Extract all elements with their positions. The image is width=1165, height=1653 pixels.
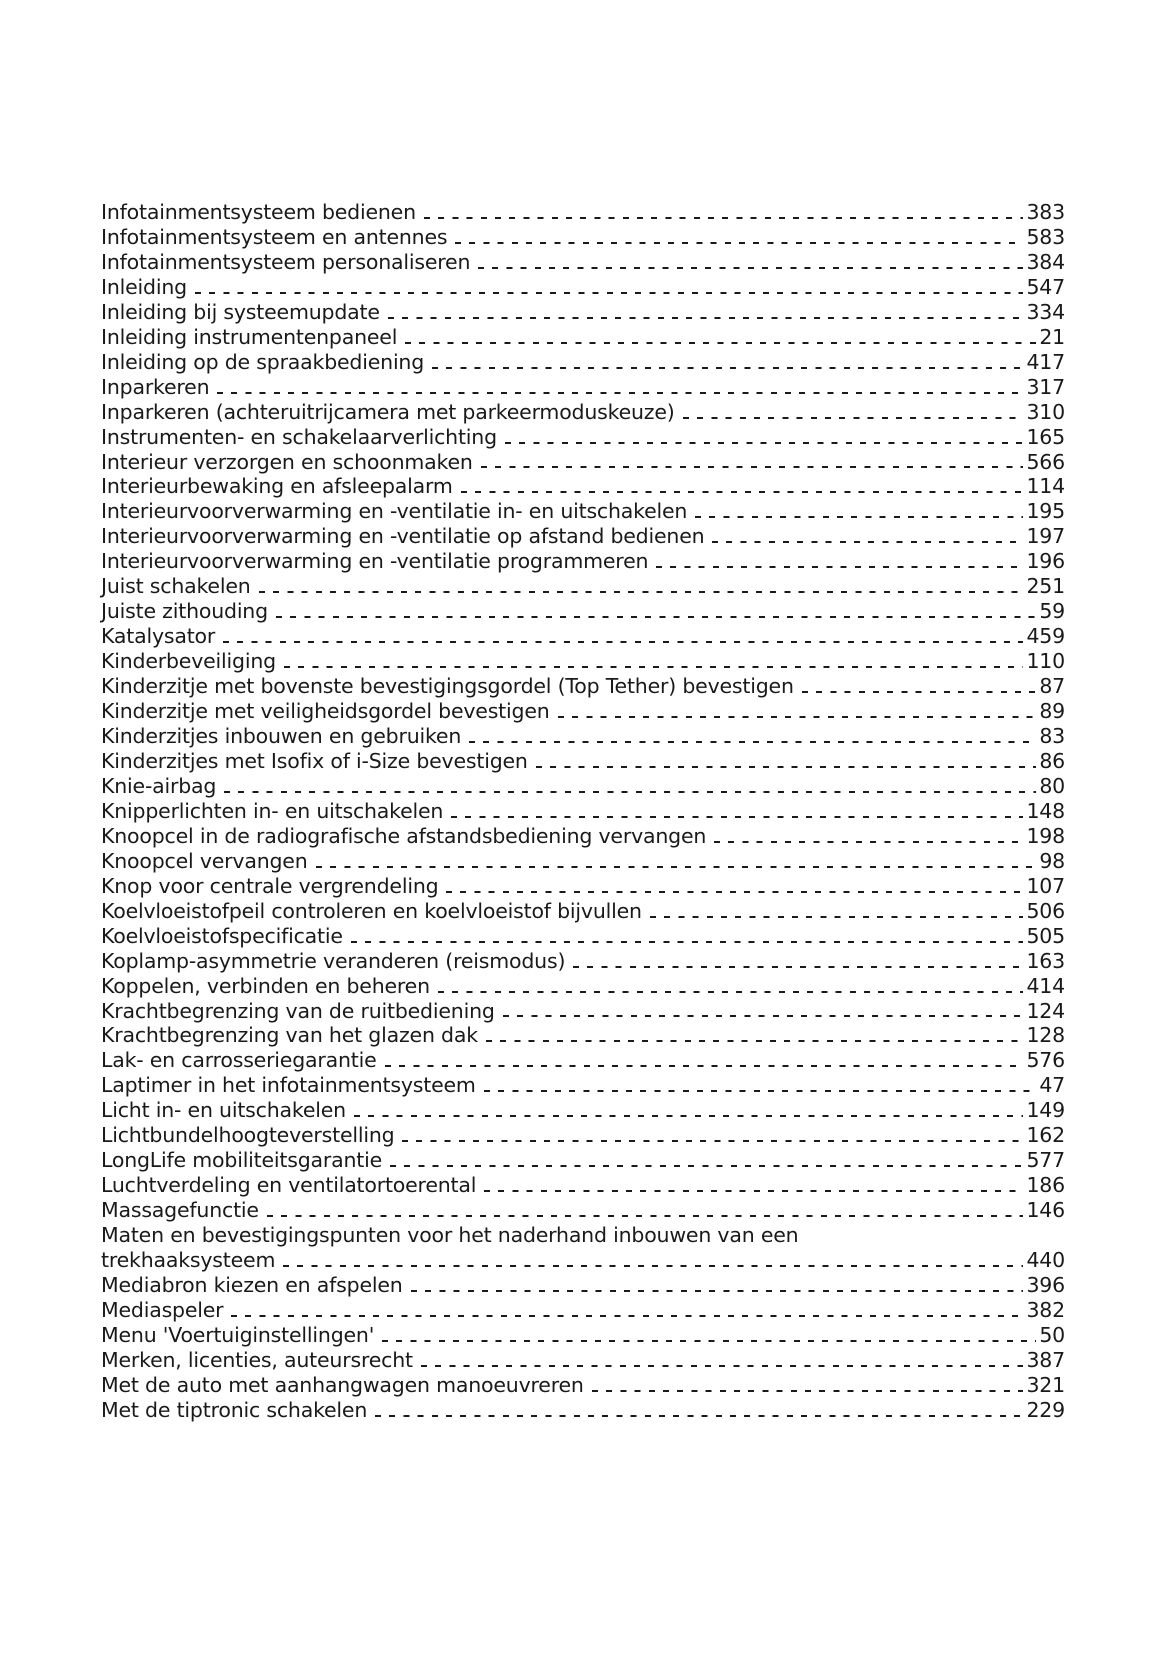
index-entry-row (101, 1123, 1065, 1148)
index-entry-label: Merken, licenties, auteursrecht (101, 1347, 413, 1372)
index-entry-page-number[interactable]: 383 (1026, 200, 1065, 224)
index-entry[interactable] (101, 1298, 1065, 1323)
index-entry-page-number[interactable]: 440 (1026, 1248, 1065, 1273)
index-entry-row (101, 1323, 1065, 1348)
index-entry-row (101, 774, 1065, 799)
dot-leader (217, 392, 1023, 394)
index-entry-page-number[interactable]: 387 (1026, 1347, 1065, 1372)
index-entry-row (101, 974, 1065, 999)
dot-leader (558, 716, 1037, 718)
index-entry-label: Kinderzitje met bovenste bevestigingsgordel (Top Tether) bevestigen (101, 674, 794, 699)
index-entry-row (101, 624, 1065, 649)
index-entry-label: Knie-airbag (101, 773, 217, 798)
dot-leader (536, 766, 1037, 768)
index-entry-label: LongLife mobiliteitsgarantie (101, 1148, 383, 1173)
index-entry-page-number[interactable]: 149 (1026, 1098, 1065, 1123)
index-entry-page-number[interactable]: 576 (1026, 1048, 1065, 1073)
index-entry-row (101, 799, 1065, 824)
index-entry-label: Kinderbeveiliging (101, 649, 276, 674)
index-entry-label: Mediabron kiezen en afspelen (101, 1272, 403, 1297)
dot-leader (223, 641, 1023, 643)
index-entry-page-number[interactable]: 310 (1026, 399, 1065, 424)
index-entry[interactable] (101, 450, 1065, 475)
index-entry[interactable] (101, 1123, 1065, 1148)
index-entry[interactable] (101, 1023, 1065, 1048)
index-entry-page-number[interactable]: 384 (1026, 249, 1065, 274)
index-entry-label: Katalysator (101, 624, 216, 649)
index-entry-label: Interieur verzorgen en schoonmaken (101, 449, 473, 474)
index-entry[interactable] (101, 425, 1065, 450)
index-entry-row (101, 849, 1065, 874)
index-entry-label: Juist schakelen (101, 574, 251, 599)
index-entry-label: Met de auto met aanhangwagen manoeuvreren (101, 1372, 584, 1397)
index-entry-page-number[interactable]: 566 (1026, 449, 1065, 474)
index-entry-label: trekhaaksysteem (101, 1248, 276, 1273)
index-entry-row (101, 824, 1065, 849)
index-entry[interactable] (101, 225, 1065, 250)
index-entry-page-number[interactable]: 186 (1026, 1173, 1065, 1198)
index-entry[interactable] (101, 1373, 1065, 1398)
index-entry-row (101, 899, 1065, 924)
dot-leader (424, 217, 1024, 219)
dot-leader (592, 1390, 1024, 1392)
index-entry-page-number[interactable]: 50 (1039, 1322, 1065, 1347)
dot-leader (402, 1140, 1023, 1142)
dot-leader (354, 1115, 1024, 1117)
dot-leader (802, 691, 1037, 693)
index-entry[interactable] (101, 874, 1065, 899)
index-entry-page-number[interactable]: 107 (1026, 873, 1065, 898)
index-entry[interactable] (101, 400, 1065, 425)
index-entry[interactable] (101, 724, 1065, 749)
index-entry-label: Inparkeren (101, 374, 210, 399)
index-entry-label: Inleiding op de spraakbediening (101, 349, 425, 374)
dot-leader (461, 491, 1024, 493)
index-entry-page-number[interactable]: 128 (1026, 1023, 1065, 1048)
index-entry-page-number[interactable]: 382 (1026, 1297, 1065, 1322)
dot-leader (481, 466, 1024, 468)
index-entry-row (101, 474, 1065, 499)
dot-leader (382, 1340, 1036, 1342)
dot-leader (390, 1165, 1023, 1167)
index-entry[interactable] (101, 275, 1065, 300)
dot-leader (405, 342, 1036, 344)
index-entry-page-number[interactable]: 110 (1026, 649, 1065, 674)
index-entry-row (101, 699, 1065, 724)
index-entry-page-number[interactable]: 506 (1026, 898, 1065, 923)
dot-leader (446, 891, 1023, 893)
dot-leader (224, 791, 1036, 793)
index-entry-label: Menu 'Voertuiginstellingen' (101, 1322, 375, 1347)
index-entry-label: Interieurvoorverwarming en -ventilatie in- en uitschakelen (101, 499, 688, 524)
index-entry[interactable] (101, 1273, 1065, 1298)
index-entry-page-number[interactable]: 251 (1026, 574, 1065, 599)
index-entry-page-number[interactable]: 321 (1026, 1372, 1065, 1397)
index-entry-row (101, 1148, 1065, 1173)
index-entry[interactable] (101, 999, 1065, 1024)
dot-leader (478, 267, 1023, 269)
index-entry-label: Kinderzitjes inbouwen en gebruiken (101, 724, 462, 749)
index-entry[interactable] (101, 300, 1065, 325)
index-entry[interactable] (101, 824, 1065, 849)
index-entry-page-number[interactable]: 87 (1039, 674, 1065, 699)
index-entry-row (101, 1298, 1065, 1323)
index-entry-page-number[interactable]: 59 (1039, 599, 1065, 624)
index-entry-row (101, 200, 1065, 225)
index-entry-label: Mediaspeler (101, 1297, 224, 1322)
index-entry-row (101, 1098, 1065, 1123)
dot-leader (505, 442, 1024, 444)
index-entry-page-number[interactable]: 198 (1026, 823, 1065, 848)
dot-leader (573, 966, 1023, 968)
index-entry-row (101, 425, 1065, 450)
index-entry-page-number[interactable]: 163 (1026, 948, 1065, 973)
alphabetical-index (101, 200, 1065, 1423)
index-entry-page-number[interactable]: 229 (1026, 1397, 1065, 1422)
dot-leader (284, 666, 1024, 668)
index-entry[interactable] (101, 1223, 1065, 1273)
dot-leader (469, 741, 1036, 743)
index-entry-row (101, 1348, 1065, 1373)
index-entry-row (101, 674, 1065, 699)
index-entry-row (101, 250, 1065, 275)
index-entry[interactable] (101, 499, 1065, 524)
index-entry-row (101, 999, 1065, 1024)
index-entry-page-number[interactable]: 317 (1026, 374, 1065, 399)
index-entry[interactable] (101, 1323, 1065, 1348)
index-entry[interactable] (101, 524, 1065, 549)
index-entry[interactable] (101, 774, 1065, 799)
index-entry[interactable] (101, 899, 1065, 924)
index-entry-label: Inleiding (101, 274, 187, 299)
index-entry[interactable] (101, 699, 1065, 724)
index-entry-label: Knoopcel vervangen (101, 848, 308, 873)
dot-leader (316, 866, 1037, 868)
index-entry[interactable] (101, 674, 1065, 699)
index-entry-label: Interieurvoorverwarming en -ventilatie op afstand bedienen (101, 524, 705, 549)
index-entry-label: Knoopcel in de radiografische afstandsbediening vervangen (101, 823, 707, 848)
index-entry[interactable] (101, 549, 1065, 574)
index-entry[interactable] (101, 1073, 1065, 1098)
dot-leader (411, 1290, 1024, 1292)
index-entry[interactable] (101, 1198, 1065, 1223)
index-entry-label: Infotainmentsysteem bedienen (101, 200, 416, 224)
dot-leader (484, 1190, 1023, 1192)
index-entry-row (101, 400, 1065, 425)
dot-leader (714, 841, 1023, 843)
index-entry[interactable] (101, 200, 1065, 225)
index-entry[interactable] (101, 250, 1065, 275)
index-entry-row (101, 1248, 1065, 1273)
index-entry[interactable] (101, 1048, 1065, 1073)
dot-leader (503, 1015, 1024, 1017)
dot-leader (695, 516, 1023, 518)
index-entry-label: Kinderzitjes met Isofix of i-Size bevestigen (101, 748, 528, 773)
index-entry-row (101, 1198, 1065, 1223)
index-entry-label: Licht in- en uitschakelen (101, 1098, 346, 1123)
index-entry-page-number[interactable]: 98 (1039, 848, 1065, 873)
dot-leader (375, 1415, 1023, 1417)
index-entry[interactable] (101, 1173, 1065, 1198)
index-entry-label: Interieurbewaking en afsleepalarm (101, 474, 453, 499)
index-entry-page-number[interactable]: 162 (1026, 1123, 1065, 1148)
index-entry-row (101, 1373, 1065, 1398)
index-entry-row (101, 375, 1065, 400)
index-entry[interactable] (101, 350, 1065, 375)
index-entry-row (101, 599, 1065, 624)
index-entry-row (101, 350, 1065, 375)
index-entry-label: Lak- en carrosseriegarantie (101, 1048, 377, 1073)
index-entry-row (101, 450, 1065, 475)
index-entry-label: Kinderzitje met veiligheidsgordel bevestigen (101, 699, 550, 724)
index-entry-row (101, 499, 1065, 524)
index-entry-row (101, 924, 1065, 949)
dot-leader (259, 591, 1024, 593)
dot-leader (650, 916, 1024, 918)
index-entry-label: Inparkeren (achteruitrijcamera met parkeermoduskeuze) (101, 399, 675, 424)
index-entry-row (101, 1073, 1065, 1098)
dot-leader (267, 1215, 1024, 1217)
index-entry-label: Inleiding instrumentenpaneel (101, 324, 398, 349)
dot-leader (438, 991, 1024, 993)
dot-leader (484, 1090, 1037, 1092)
index-entry-page-number[interactable]: 165 (1026, 424, 1065, 449)
index-entry-label: Lichtbundelhoogteverstelling (101, 1123, 395, 1148)
index-entry[interactable] (101, 849, 1065, 874)
dot-leader (351, 941, 1024, 943)
index-entry-label: Luchtverdeling en ventilatortoerental (101, 1173, 477, 1198)
index-entry-row (101, 1173, 1065, 1198)
index-entry-row (101, 549, 1065, 574)
dot-leader (388, 317, 1024, 319)
index-entry-label: Koelvloeistofpeil controleren en koelvloeistof bijvullen (101, 898, 642, 923)
index-entry-page-number[interactable]: 89 (1039, 699, 1065, 724)
dot-leader (683, 417, 1024, 419)
dot-leader (455, 242, 1023, 244)
dot-leader (451, 816, 1023, 818)
index-entry-row (101, 874, 1065, 899)
dot-leader (385, 1065, 1024, 1067)
index-entry-label: Koelvloeistofspecificatie (101, 923, 343, 948)
index-entry[interactable] (101, 749, 1065, 774)
index-entry-label: Koppelen, verbinden en beheren (101, 973, 430, 998)
index-entry-label-first-line: Maten en bevestigingspunten voor het naderhand inbouwen van een (101, 1223, 799, 1248)
index-entry-label: Met de tiptronic schakelen (101, 1397, 368, 1422)
index-entry-row (101, 1398, 1065, 1423)
index-entry-row (101, 724, 1065, 749)
dot-leader (283, 1265, 1023, 1267)
index-entry-label: Koplamp-asymmetrie veranderen (reismodus) (101, 948, 566, 973)
index-entry-label: Knop voor centrale vergrendeling (101, 873, 439, 898)
index-entry-page-number[interactable]: 417 (1026, 349, 1065, 374)
index-entry-row (101, 949, 1065, 974)
index-entry[interactable] (101, 974, 1065, 999)
index-entry-label: Instrumenten- en schakelaarverlichting (101, 424, 497, 449)
index-entry-label: Laptimer in het infotainmentsysteem (101, 1073, 476, 1098)
index-entry-label: Infotainmentsysteem personaliseren (101, 249, 471, 274)
index-entry[interactable] (101, 624, 1065, 649)
index-entry-page-number[interactable]: 83 (1039, 724, 1065, 749)
index-entry-row (101, 275, 1065, 300)
index-entry-label: Juiste zithouding (101, 599, 268, 624)
dot-leader (486, 1040, 1024, 1042)
index-entry-row (101, 649, 1065, 674)
dot-leader (276, 616, 1036, 618)
index-entry-page-number[interactable]: 577 (1026, 1148, 1065, 1173)
index-entry-page-number[interactable]: 47 (1039, 1073, 1065, 1098)
index-entry[interactable] (101, 1148, 1065, 1173)
index-entry-row (101, 1023, 1065, 1048)
index-entry-page-number[interactable]: 86 (1039, 748, 1065, 773)
index-entry-page-number[interactable]: 547 (1026, 274, 1065, 299)
dot-leader (195, 292, 1024, 294)
index-entry-page-number[interactable]: 80 (1039, 773, 1065, 798)
dot-leader (712, 541, 1023, 543)
index-entry[interactable] (101, 649, 1065, 674)
index-entry-page-number[interactable]: 21 (1039, 324, 1065, 349)
index-entry-page-number[interactable]: 146 (1026, 1198, 1065, 1223)
index-entry-label: Interieurvoorverwarming en -ventilatie programmeren (101, 549, 649, 574)
index-entry-page-number[interactable]: 195 (1026, 499, 1065, 524)
index-entry-row (101, 225, 1065, 250)
index-entry[interactable] (101, 1398, 1065, 1423)
index-entry-page-number[interactable]: 414 (1026, 973, 1065, 998)
index-entry-page-number[interactable]: 505 (1026, 923, 1065, 948)
index-entry[interactable] (101, 325, 1065, 350)
index-entry-row (101, 1273, 1065, 1298)
index-entry-row (101, 325, 1065, 350)
index-entry-label: Krachtbegrenzing van het glazen dak (101, 1023, 478, 1048)
index-entry-row (101, 574, 1065, 599)
index-entry-page-number[interactable]: 396 (1026, 1272, 1065, 1297)
index-entry-row (101, 524, 1065, 549)
index-entry-page-number[interactable]: 459 (1026, 624, 1065, 649)
index-entry-page-number[interactable]: 334 (1026, 299, 1065, 324)
index-entry[interactable] (101, 599, 1065, 624)
dot-leader (656, 566, 1023, 568)
index-entry[interactable] (101, 949, 1065, 974)
index-entry-label: Inleiding bij systeemupdate (101, 299, 380, 324)
dot-leader (421, 1365, 1024, 1367)
index-entry[interactable] (101, 1348, 1065, 1373)
index-entry-row (101, 1048, 1065, 1073)
dot-leader (432, 367, 1023, 369)
index-entry-label: Massagefunctie (101, 1198, 259, 1223)
index-entry-page-number[interactable]: 148 (1026, 798, 1065, 823)
index-entry-label: Infotainmentsysteem en antennes (101, 224, 448, 249)
index-entry-label: Krachtbegrenzing van de ruitbediening (101, 998, 495, 1023)
index-entry-row (101, 300, 1065, 325)
index-entry-page-number[interactable]: 583 (1026, 224, 1065, 249)
index-entry[interactable] (101, 799, 1065, 824)
index-entry[interactable] (101, 375, 1065, 400)
index-entry[interactable] (101, 474, 1065, 499)
index-entry-row (101, 749, 1065, 774)
index-entry-page-number[interactable]: 196 (1026, 549, 1065, 574)
index-entry[interactable] (101, 574, 1065, 599)
index-entry-page-number[interactable]: 114 (1026, 474, 1065, 499)
index-entry[interactable] (101, 924, 1065, 949)
index-entry-page-number[interactable]: 197 (1026, 524, 1065, 549)
index-entry[interactable] (101, 1098, 1065, 1123)
index-entry-page-number[interactable]: 124 (1026, 998, 1065, 1023)
index-entry-label: Knipperlichten in- en uitschakelen (101, 798, 444, 823)
dot-leader (231, 1315, 1023, 1317)
